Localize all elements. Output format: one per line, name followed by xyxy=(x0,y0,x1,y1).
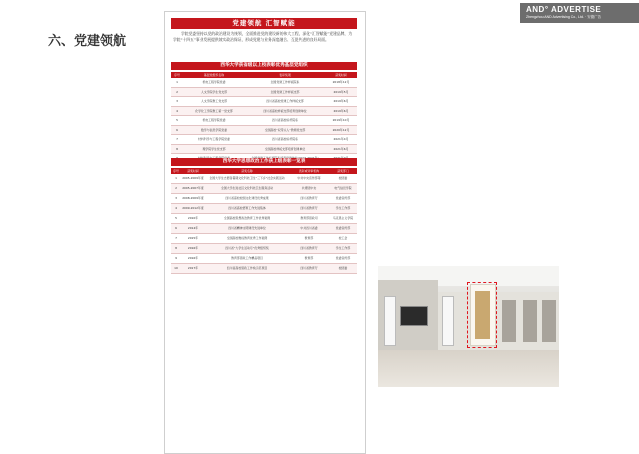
table-cell: 2 xyxy=(175,186,177,190)
table-row xyxy=(171,184,357,194)
table-cell: 1 xyxy=(175,176,177,180)
table1-title: 西华大学获省级以上校表彰优秀基层党组织 xyxy=(171,62,357,70)
table-cell: 2015年 xyxy=(187,236,199,240)
table-cell: 党委宣传部 xyxy=(335,226,351,230)
table-cell: 党委宣传部 xyxy=(335,256,351,260)
table-cell: 2019年6月 xyxy=(333,99,349,103)
table-row xyxy=(171,224,357,234)
table-cell: 6 xyxy=(176,127,178,132)
table-cell: 学生工作部 xyxy=(335,246,351,250)
table2-header-cell: 序号 xyxy=(173,169,179,173)
table-cell: 4 xyxy=(176,108,178,113)
table-cell: 教育部 xyxy=(304,256,314,260)
table-cell: 2018年12月 xyxy=(332,80,350,84)
table-cell: 人文学院学生党支部 xyxy=(200,89,227,94)
table-cell: 2019年6月 xyxy=(333,108,349,113)
table-cell: 2017年 xyxy=(187,266,199,270)
table1 xyxy=(171,72,357,164)
table-cell: 四川省高校校园文化建设优秀成果 xyxy=(225,196,269,200)
photo-back-wall xyxy=(438,292,559,350)
table-cell: 全国大学生进社区文化科技卫生服务活动 xyxy=(220,186,274,190)
table-cell: 全国党建工作样板院系 xyxy=(270,80,300,84)
table-cell: 4 xyxy=(175,206,177,210)
table-cell: 四川省高校样板支部培育创建单位 xyxy=(263,108,307,113)
table-cell: 2021年6月 xyxy=(333,146,349,151)
photo-panel xyxy=(502,300,516,342)
table-cell: 四川省教育厅 xyxy=(300,196,318,200)
table-cell: 2 xyxy=(176,89,178,94)
table2-header-cell: 获奖名称 xyxy=(241,169,253,173)
table2-title: 西华大学思想政治工作获上级表彰一览表 xyxy=(171,158,357,166)
table-row xyxy=(171,204,357,214)
table-cell: 2005-2007年度 xyxy=(182,186,204,190)
table-cell: 2014年 xyxy=(187,226,199,230)
table-cell: 四川省教育厅 xyxy=(300,266,318,270)
table-cell: 5 xyxy=(175,216,177,220)
table-cell: 四川省高校党建工作样板支部 xyxy=(266,99,304,103)
table-cell: 电气信息学院 xyxy=(334,186,352,190)
table-cell: 人文学院教工党支部 xyxy=(200,99,227,103)
table-cell: 全国高校思想政治教育工作优秀案例 xyxy=(223,216,271,220)
table-cell: 2020年12月 xyxy=(332,127,350,132)
table1-header-cell: 表彰奖项 xyxy=(279,73,291,77)
table-cell: 教育部 xyxy=(304,236,314,240)
table-cell: 校工会 xyxy=(338,236,348,240)
table-row xyxy=(171,97,357,107)
table-cell: 2016年 xyxy=(187,256,199,260)
table-cell: 四川省“大学生活动月”优秀组织奖 xyxy=(225,246,269,250)
table-cell: 1 xyxy=(176,80,178,84)
table-cell: 2019年10月 xyxy=(332,118,350,122)
table-cell: 全国高校维权教育优秀工作案例 xyxy=(226,236,268,240)
poster-title: 党建领航 汇智赋能 xyxy=(171,18,357,29)
table-row xyxy=(171,234,357,244)
table-row xyxy=(171,78,357,88)
table-cell: 四川省高校标杆院系 xyxy=(271,137,298,141)
table-cell: 8 xyxy=(176,146,178,151)
table-cell: 学生工作部 xyxy=(335,206,351,210)
table1-header-cell: 序号 xyxy=(174,73,180,77)
table-row xyxy=(171,135,357,145)
table2-header-cell: 表彰或评审机构 xyxy=(298,169,320,173)
table-row xyxy=(171,254,357,264)
table-row xyxy=(171,107,357,117)
table-row xyxy=(171,214,357,224)
poster-board xyxy=(164,11,366,454)
table-cell: 马克思主义学院 xyxy=(332,216,354,220)
table1-header-cell: 获奖时间 xyxy=(335,73,347,77)
table-cell: 全国大学生志愿者暑期文化科技卫生“三下乡”社会实践活动 xyxy=(209,176,285,180)
table2-header-cell: 获奖部门 xyxy=(337,169,349,173)
table-cell: 2016年 xyxy=(187,246,199,250)
table-cell: 2008-2009年度 xyxy=(182,196,204,200)
table2 xyxy=(171,168,357,274)
table-cell: 材料科学与工程学院党委 xyxy=(198,137,230,141)
photo-cabinet xyxy=(384,296,396,346)
table-cell: 全国党建工作样板支部 xyxy=(270,89,300,94)
table-cell: 2010年 xyxy=(187,216,199,220)
table-cell: 四川省精神文明建设先进单位 xyxy=(228,226,266,230)
table-row xyxy=(171,194,357,204)
table-cell: 化学化工学院教工第一党支部 xyxy=(195,108,233,113)
table-cell: 3 xyxy=(176,99,178,103)
brand-tagline: Zhengzhou AND Advertising Co., Ltd. · 安德广告 xyxy=(526,15,602,19)
table-cell: 2019年5月 xyxy=(333,89,349,94)
table-cell: 机电工程学院党委 xyxy=(202,80,226,84)
table-cell: 8 xyxy=(175,246,177,250)
table-cell: 四川省教育厅 xyxy=(300,206,318,210)
table-cell: 四川省高校德育工作先进集体 xyxy=(228,206,266,210)
table-cell: 全国高校样板支部培育创建单位 xyxy=(264,146,306,151)
photo-floor xyxy=(378,350,559,387)
table-cell: 四川省高校标杆院系 xyxy=(271,118,298,122)
highlight-box xyxy=(467,282,497,348)
table-cell: 校团委 xyxy=(338,266,348,270)
photo-panel xyxy=(523,300,537,342)
table-cell: 10 xyxy=(174,266,178,270)
table-cell: 中共中央宣传部等 xyxy=(297,176,321,180)
poster-intro: 学院党委坚持以党的政治建设为统领，全面推进党的建设新的伟大工程，深化“汇智赋能”党建品牌，为学院“十四五”事业发展提供坡实政治保证，形成党建与业务深度融合、互促共进的良好局面。 xyxy=(173,31,352,42)
table-cell: 9 xyxy=(175,256,177,260)
exhibition-photo xyxy=(378,266,559,387)
table-row xyxy=(171,88,357,98)
table-cell: 机电工程学院党委 xyxy=(202,118,226,122)
table-cell: 党委宣传部 xyxy=(335,196,351,200)
table-cell: 7 xyxy=(176,137,178,141)
table2-header-cell: 获奖时间 xyxy=(187,169,199,173)
table1-header-cell: 基层党组织名称 xyxy=(203,73,225,77)
table-cell: 2021年4月 xyxy=(333,137,349,141)
table-row xyxy=(171,116,357,126)
table-cell: 7 xyxy=(175,236,177,240)
photo-cabinet xyxy=(442,296,454,346)
table-row xyxy=(171,174,357,184)
table-cell: 教育部思政司 xyxy=(300,216,318,220)
table-cell: 2005-2009年度 xyxy=(182,176,204,180)
table-cell: 教育部思政工作精品项目 xyxy=(231,256,263,260)
table-cell: 四川省教育厅 xyxy=(300,246,318,250)
table-cell: 校团委 xyxy=(338,176,348,180)
table-cell: 3 xyxy=(175,196,177,200)
table-row xyxy=(171,264,357,274)
photo-screen xyxy=(400,306,428,326)
table-cell: 5 xyxy=(176,118,178,122)
table-cell: 数学与信息学院党委 xyxy=(200,127,227,132)
table-cell: 理学院学生党支部 xyxy=(202,146,226,151)
table-cell: 2009-2012年度 xyxy=(182,206,204,210)
photo-panel xyxy=(542,300,556,342)
brand-logo xyxy=(520,3,639,23)
table-cell: 6 xyxy=(175,226,177,230)
section-title: 六、党建领航 xyxy=(48,34,127,49)
table-row xyxy=(171,244,357,254)
brand-name: AND° ADVERTISE xyxy=(526,5,602,14)
table-row xyxy=(171,126,357,136)
table-cell: 中共四川省委 xyxy=(300,226,318,230)
table-cell: 全国高校“双带头人”教师党支部 xyxy=(264,127,306,132)
table-cell: 共青团中央 xyxy=(301,186,317,190)
table-cell: 四川省高校思政工作栈示范项目 xyxy=(226,266,268,270)
table-row xyxy=(171,145,357,155)
